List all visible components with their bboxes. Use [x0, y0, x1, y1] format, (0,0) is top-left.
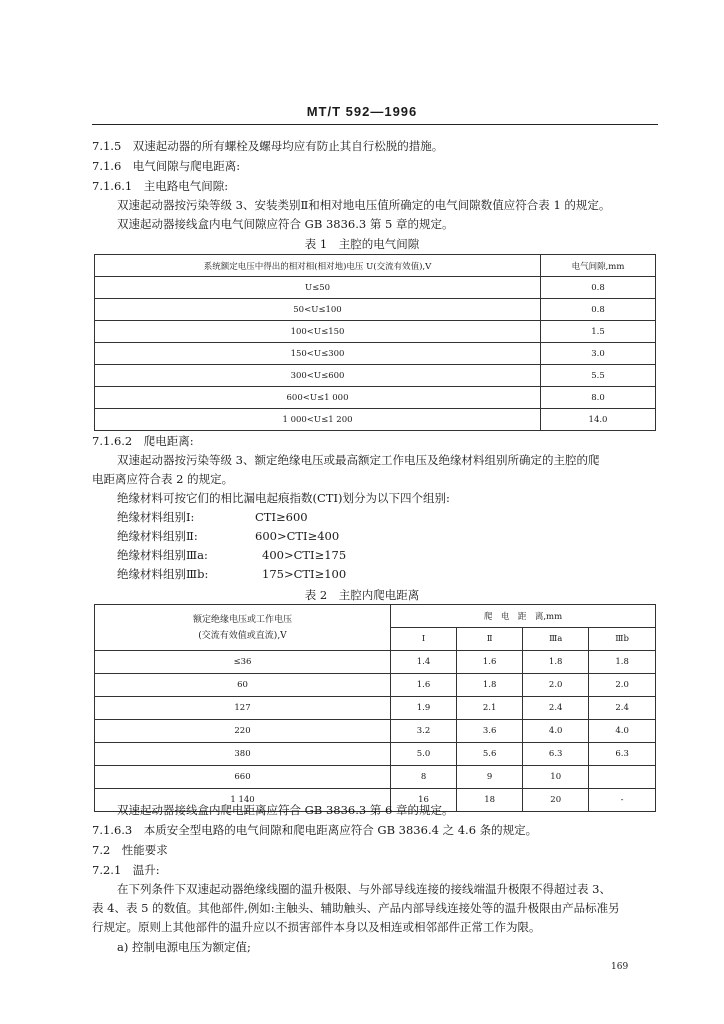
clause-7-1-6-1: 7.1.6.1 主电路电气间隙: — [92, 179, 229, 193]
paragraph-junction-creepage: 双速起动器接线盒内爬电距离应符合 GB 3836.3 第 6 章的规定。 — [117, 803, 454, 817]
table-row — [95, 299, 656, 321]
header-voltage-line2: (交流有效值或直流),V — [198, 630, 287, 641]
table-cell: 14.0 — [541, 409, 656, 431]
paragraph-clearance: 双速起动器按污染等级 3、安装类别Ⅱ和相对地电压值所确定的电气间隙数值应符合表 1 的规定。 — [117, 198, 611, 212]
table-cell: 18 — [457, 789, 523, 812]
page-number: 169 — [611, 962, 629, 972]
table-cell: 380 — [95, 743, 391, 766]
table-cell: 2.0 — [589, 674, 656, 697]
table-cell: 3.2 — [391, 720, 457, 743]
table-header-cell: Ⅲa — [523, 628, 589, 651]
table-cell: 127 — [95, 697, 391, 720]
table-cell: 1.8 — [457, 674, 523, 697]
table-cell — [589, 766, 656, 789]
table-header-cell: 爬 电 距 离,mm — [391, 605, 656, 628]
group-value: 400>CTI≥175 — [262, 548, 347, 562]
clause-7-1-6-2: 7.1.6.2 爬电距离: — [92, 434, 194, 448]
table-cell: 9 — [457, 766, 523, 789]
table1-caption: 表 1 主腔的电气间隙 — [304, 237, 420, 251]
table-cell: 1.8 — [589, 651, 656, 674]
table-row — [95, 651, 656, 674]
table-cell: 1.5 — [541, 321, 656, 343]
table-row — [95, 409, 656, 431]
table-row — [95, 674, 656, 697]
group-name: 绝缘材料组别Ⅰ: — [117, 510, 195, 524]
table-cell: U≤50 — [95, 277, 541, 299]
table-cell: 2.1 — [457, 697, 523, 720]
clause-7-1-6-3: 7.1.6.3 本质安全型电路的电气间隙和爬电距离应符合 GB 3836.4 之 4.6 条的规定。 — [92, 823, 538, 837]
table-row — [95, 697, 656, 720]
table-cell: 4.0 — [589, 720, 656, 743]
table-cell: 0.8 — [541, 277, 656, 299]
clause-7-1-6: 7.1.6 电气间隙与爬电距离: — [92, 159, 241, 173]
paragraph-creepage-2: 电距离应符合表 2 的规定。 — [92, 472, 234, 486]
table-cell: 1.4 — [391, 651, 457, 674]
table-cell: 5.6 — [457, 743, 523, 766]
table-header-cell: Ⅲb — [589, 628, 656, 651]
table-cell: 3.6 — [457, 720, 523, 743]
table-cell: 60 — [95, 674, 391, 697]
table-row — [95, 321, 656, 343]
table-cell: 16 — [391, 789, 457, 812]
clearance-table — [94, 254, 656, 431]
clause-7-2-1: 7.2.1 温升: — [92, 863, 160, 877]
paragraph-temp-2: 表 4、表 5 的数值。其他部件,例如:主触头、辅助触头、产品内部导线连接处等的温升极限由产品标准另 — [92, 901, 620, 915]
clause-7-1-5: 7.1.5 双速起动器的所有螺栓及螺母均应有防止其自行松脱的措施。 — [92, 139, 444, 153]
group-name: 绝缘材料组别Ⅲb: — [117, 567, 209, 581]
table-cell: 5.0 — [391, 743, 457, 766]
table-cell: 8.0 — [541, 387, 656, 409]
table-row — [95, 743, 656, 766]
clause-7-2: 7.2 性能要求 — [92, 843, 168, 857]
table-cell: 8 — [391, 766, 457, 789]
table-cell: 2.4 — [589, 697, 656, 720]
table-header-cell: Ⅰ — [391, 628, 457, 651]
table-cell: 1.6 — [391, 674, 457, 697]
table-cell: 0.8 — [541, 299, 656, 321]
table-row — [95, 365, 656, 387]
table-cell: 10 — [523, 766, 589, 789]
group-value: CTI≥600 — [255, 510, 308, 524]
standard-code: MT/T 592—1996 — [306, 104, 418, 119]
table-row — [95, 387, 656, 409]
table-cell: 1.9 — [391, 697, 457, 720]
list-item-a: a) 控制电源电压为额定值; — [117, 940, 251, 954]
table-cell: 1 000<U≤1 200 — [95, 409, 541, 431]
table-cell: 300<U≤600 — [95, 365, 541, 387]
paragraph-junction-box: 双速起动器接线盒内电气间隙应符合 GB 3836.3 第 5 章的规定。 — [117, 217, 454, 231]
table-cell: 1.8 — [523, 651, 589, 674]
table-row — [95, 720, 656, 743]
header-rule — [92, 124, 658, 125]
table-cell: 6.3 — [523, 743, 589, 766]
group-name: 绝缘材料组别Ⅲa: — [117, 548, 208, 562]
paragraph-temp-1: 在下列条件下双速起动器绝缘线圈的温升极限、与外部导线连接的接线端温升极限不得超过表 3、 — [117, 882, 611, 896]
table-cell: 220 — [95, 720, 391, 743]
table-cell: 6.3 — [589, 743, 656, 766]
group-value: 175>CTI≥100 — [262, 567, 347, 581]
paragraph-creepage-1: 双速起动器按污染等级 3、额定绝缘电压或最高额定工作电压及绝缘材料组别所确定的主腔的爬 — [117, 453, 600, 467]
table-header-row — [95, 605, 656, 628]
table-header-cell — [95, 605, 391, 651]
table-cell: 150<U≤300 — [95, 343, 541, 365]
table-row — [95, 766, 656, 789]
table-cell: 50<U≤100 — [95, 299, 541, 321]
table-header-cell: Ⅱ — [457, 628, 523, 651]
table-cell: 3.0 — [541, 343, 656, 365]
table-cell: 2.4 — [523, 697, 589, 720]
table-cell: - — [589, 789, 656, 812]
header-voltage-line1: 额定绝缘电压或工作电压 — [192, 614, 292, 625]
group-name: 绝缘材料组别Ⅱ: — [117, 529, 198, 543]
table-cell: 1.6 — [457, 651, 523, 674]
table-cell: ≤36 — [95, 651, 391, 674]
table-header-cell: 电气间隙,mm — [541, 255, 656, 277]
table-cell: 5.5 — [541, 365, 656, 387]
table-cell: 2.0 — [523, 674, 589, 697]
paragraph-cti: 绝缘材料可按它们的相比漏电起痕指数(CTI)划分为以下四个组别: — [117, 491, 450, 505]
paragraph-temp-3: 行规定。原则上其他部件的温升应以不损害部件本身以及相连或相邻部件正常工作为限。 — [92, 920, 541, 934]
table-cell: 20 — [523, 789, 589, 812]
table-cell: 660 — [95, 766, 391, 789]
table-header-cell: 系统额定电压中得出的相对相(相对地)电压 U(交流有效值),V — [95, 255, 541, 277]
table-row — [95, 277, 656, 299]
table-header-row — [95, 255, 656, 277]
table-row — [95, 343, 656, 365]
table-cell: 1 140 — [95, 789, 391, 812]
creepage-table — [94, 604, 656, 812]
table-cell: 600<U≤1 000 — [95, 387, 541, 409]
table-cell: 4.0 — [523, 720, 589, 743]
group-value: 600>CTI≥400 — [255, 529, 340, 543]
table2-caption: 表 2 主腔内爬电距离 — [304, 588, 420, 602]
table-cell: 100<U≤150 — [95, 321, 541, 343]
